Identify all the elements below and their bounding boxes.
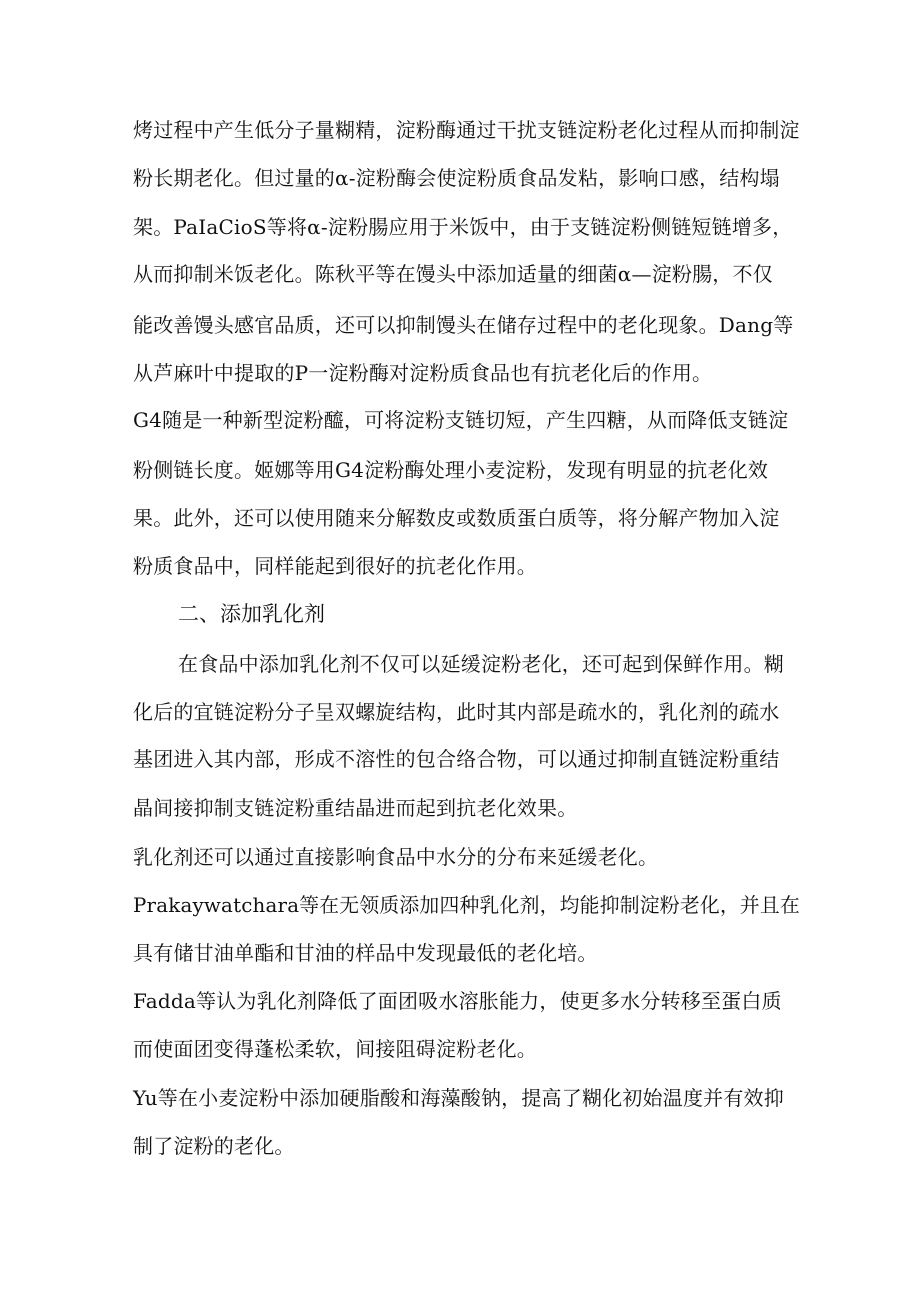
text-line: 具有储甘油单酯和甘油的样品中发现最低的老化培。 [133, 941, 598, 965]
text-line: 粉质食品中，同样能起到很好的抗老化作用。 [133, 554, 537, 578]
text-line: 架。PaIaCioS等将α-淀粉腸应用于米饭中，由于支链淀粉侧链短链增多， [133, 215, 793, 239]
text-line: 粉长期老化。但过量的α-淀粉酶会使淀粉质食品发粘，影响口感，结构塌 [133, 166, 780, 190]
text-line: 能改善馒头感官品质，还可以抑制馒头在储存过程中的老化现象。Dang等 [133, 313, 794, 337]
text-line: 晶间接抑制支链淀粉重结晶进而起到抗老化效果。 [133, 796, 578, 820]
text-line: 而使面团变得蓬松柔软，间接阻碍淀粉老化。 [133, 1037, 537, 1061]
text-line: Fadda等认为乳化剂降低了面团吸水溶胀能力，使更多水分转移至蛋白质 [133, 989, 782, 1013]
text-line: G4随是一种新型淀粉醯，可将淀粉支链切短，产生四糖，从而降低支链淀 [133, 408, 789, 432]
text-line: 化后的宜链淀粉分子呈双螺旋结构，此时其内部是疏水的，乳化剂的疏水 [133, 700, 780, 724]
text-line: 果。此外，还可以使用随来分解数皮或数质蛋白质等，将分解产物加入淀 [133, 506, 780, 530]
text-line: 烤过程中产生低分子量糊精，淀粉酶通过干扰支链淀粉老化过程从而抑制淀 [133, 118, 800, 142]
text-line: 在食品中添加乳化剂不仅可以延缓淀粉老化，还可起到保鲜作用。糊 [178, 652, 784, 676]
text-line: 基团进入其内部，形成不溶性的包合络合物，可以通过抑制直链淀粉重结 [133, 747, 780, 771]
section-heading: 二、添加乳化剂 [178, 602, 325, 626]
text-line: 从芦麻叶中提取的P一淀粉酶对淀粉质食品也有抗老化后的作用。 [133, 361, 713, 385]
text-line: 从而抑制米饭老化。陈秋平等在馒头中添加适量的细菌α—淀粉腸，不仅 [133, 262, 773, 286]
text-line: Prakaywatchara等在无领质添加四种乳化剂，均能抑制淀粉老化，并且在 [133, 893, 800, 917]
text-line: 乳化剂还可以通过直接影响食品中水分的分布来延缓老化。 [133, 845, 659, 869]
text-line: 粉侧链长度。姬娜等用G4淀粉酶处理小麦淀粉，发现有明显的抗老化效 [133, 458, 769, 482]
text-line: 制了淀粉的老化。 [133, 1134, 295, 1158]
text-line: Yu等在小麦淀粉中添加硬脂酸和海藻酸钠，提高了糊化初始温度并有效抑 [133, 1086, 784, 1110]
